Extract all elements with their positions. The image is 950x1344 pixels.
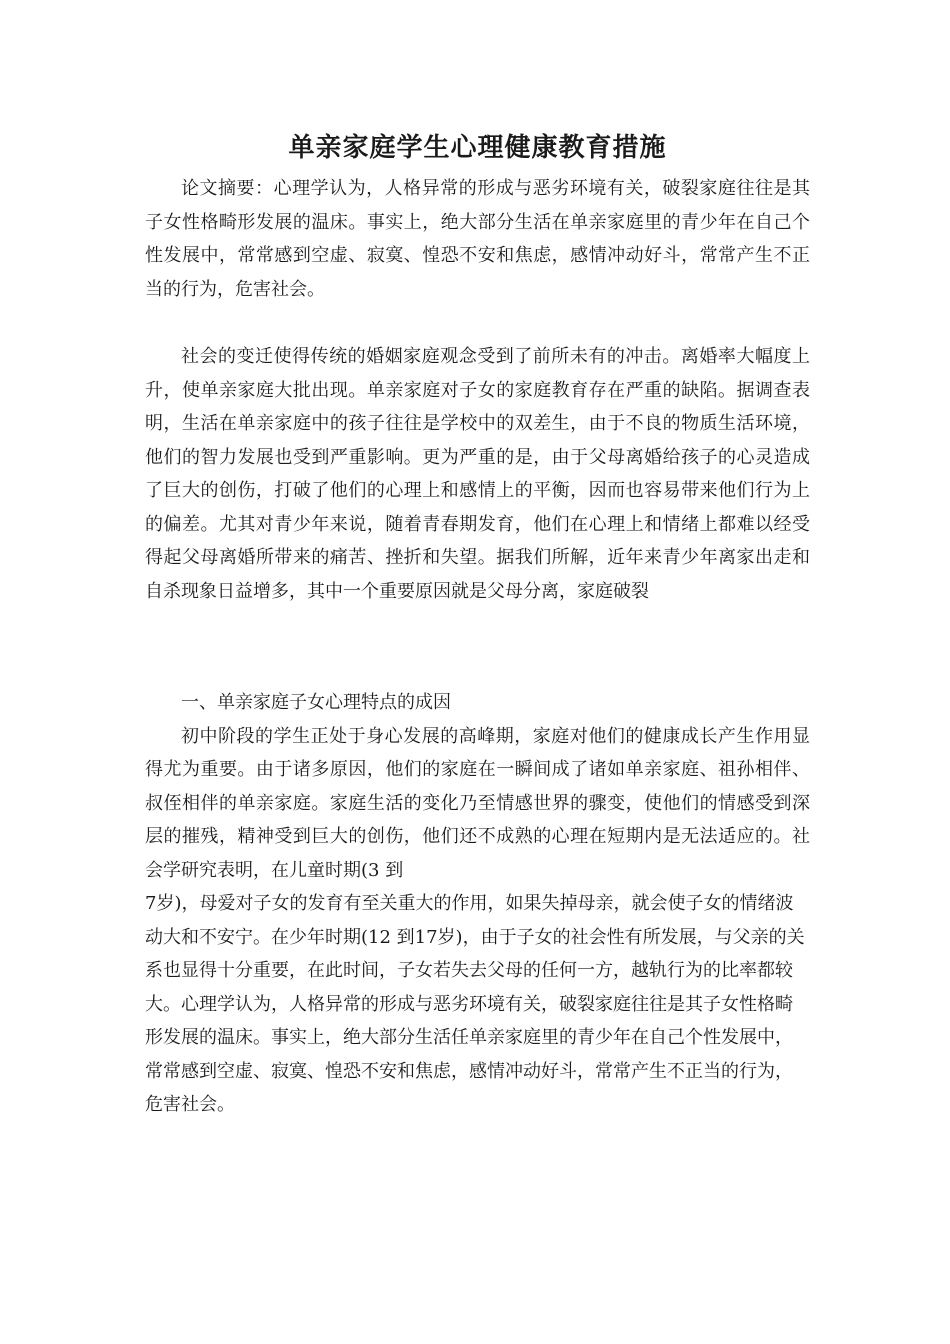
- section-paragraph: 初中阶段的学生正处于身心发展的高峰期，家庭对他们的健康成长产生作用显得尤为重要。由于诸多原因，他们的家庭在一瞬间成了诸如单亲家庭、祖孙相伴、叔侄相伴的单亲家庭。家庭生活的变化乃至情感世界的骤变，使他们的情感受到深层的摧残，精神受到巨大的创伤，他们还不成熟的心理在短期内是无法适应的。社会学研究表明，在儿童时期(3 到: [145, 725, 810, 881]
- document-title: 单亲家庭学生心理健康教育措施: [288, 133, 667, 163]
- abstract-paragraph: 论文摘要：心理学认为，人格异常的形成与恶劣环境有关，破裂家庭往往是其子女性格畸形发展的温床。事实上，绝大部分生活在单亲家庭里的青少年在自己个性发展中，常常感到空虚、寂寞、惶恐不安和焦虑，感情冲动好斗，常常产生不正当的行为，危害社会。: [145, 178, 810, 300]
- spacer: [145, 306, 810, 340]
- intro-paragraph: 社会的变迁使得传统的婚姻家庭观念受到了前所未有的冲击。离婚率大幅度上升，使单亲家庭大批出现。单亲家庭对子女的家庭教育存在严重的缺陷。据调查表明，生活在单亲家庭中的孩子往往是学校中的双差生，由于不良的物质生活环境，他们的智力发展也受到严重影响。更为严重的是，由于父母离婚给孩子的心灵造成了巨大的创伤，打破了他们的心理上和感情上的平衡，因而也容易带来他们行为上的偏差。尤其对青少年来说，随着青春期发育，他们在心理上和情绪上都难以经受得起父母离婚所带来的痛苦、挫折和失望。据我们所解，近年来青少年离家出走和自杀现象日益增多，其中一个重要原因就是父母分离，家庭破裂: [145, 346, 810, 602]
- document-page: [145, 128, 810, 1122]
- section-paragraph-continued: 7岁)，母爱对子女的发育有至关重大的作用，如果失掉母亲，就会使子女的情绪波动大和不安宁。在少年时期(12 到17岁)，由于子女的社会性有所发展，与父亲的关系也显得十分重要，在此时间，子女若失去父母的任何一方，越轨行为的比率都较大。心理学认为，人格异常的形成与恶劣环境有关，破裂家庭往往是其子女性格畸形发展的温床。事实上，绝大部分生活任单亲家庭里的青少年在自己个性发展中，常常感到空虚、寂寞、惶恐不安和焦虑，感情冲动好斗，常常产生不正当的行为，危害社会。: [145, 893, 805, 1115]
- spacer: [145, 608, 810, 686]
- section-heading: 一、单亲家庭子女心理特点的成因: [181, 692, 451, 713]
